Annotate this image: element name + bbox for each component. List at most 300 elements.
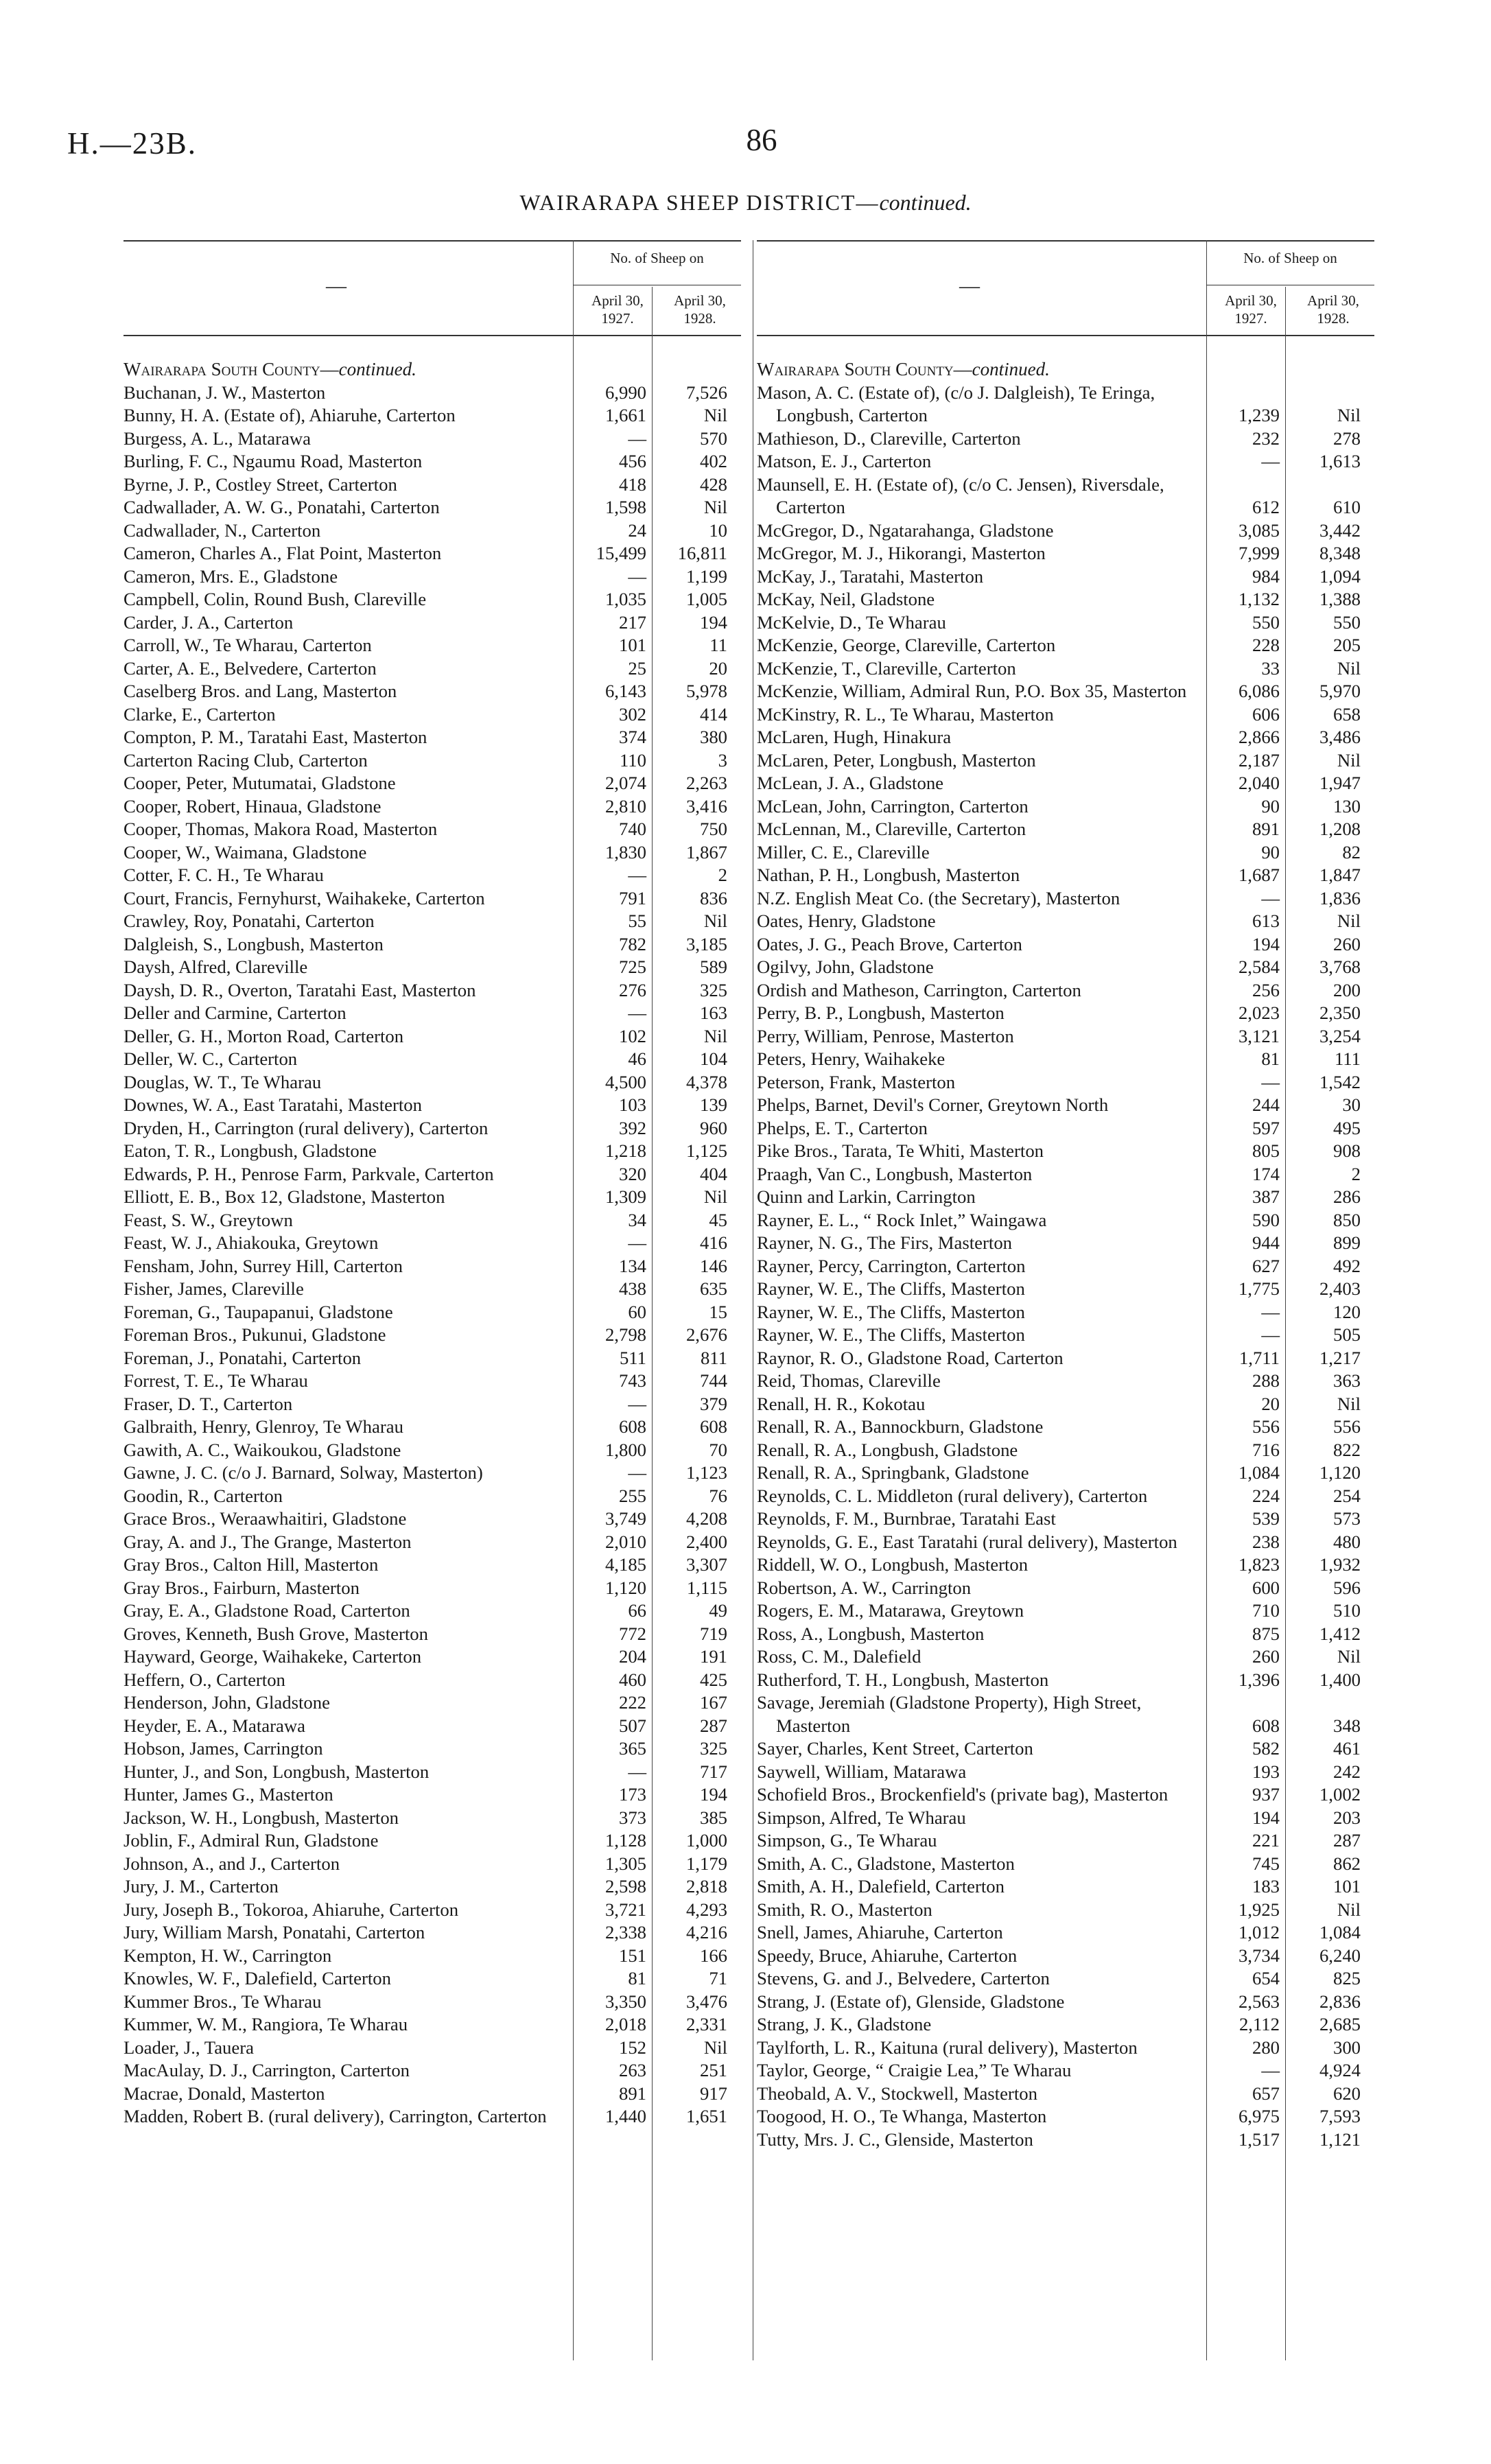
sheep-1927: 1,305: [604, 1853, 646, 1874]
sheep-1928: 1,084: [1319, 1922, 1361, 1943]
sheep-1928: 1,115: [686, 1577, 727, 1598]
document-code: H.—23B.: [67, 126, 198, 161]
sheep-1928: 205: [1332, 635, 1361, 655]
sheep-1927: 263: [618, 2060, 646, 2080]
sheep-1928: 425: [699, 1669, 727, 1690]
left-table: [124, 240, 741, 2360]
sheep-1928: Nil: [703, 497, 727, 517]
sheep-1928: 6,240: [1319, 1945, 1361, 1966]
table-row: [757, 2059, 1374, 2082]
table-row: [124, 910, 741, 933]
sheep-1928: 1,002: [1319, 1784, 1361, 1805]
owner-name: Maunsell, E. H. (Estate of), (c/o C. Jensen), Riversdale, Carterton: [757, 473, 1164, 517]
section-title: Wairarapa South County—: [757, 359, 972, 379]
owner-name: Feast, S. W., Greytown: [124, 1209, 293, 1230]
owner-name: Carroll, W., Te Wharau, Carterton: [124, 635, 372, 655]
table-row: [124, 450, 741, 473]
owner-name: Gray, A. and J., The Grange, Masterton: [124, 1531, 412, 1552]
sheep-1927: 4,185: [604, 1554, 646, 1575]
sheep-1927: 6,975: [1238, 2106, 1280, 2126]
owner-name: McKenzie, William, Admiral Run, P.O. Box 35, Masterton: [757, 681, 1187, 701]
table-row: [757, 726, 1374, 749]
sheep-1927: 1,084: [1238, 1462, 1280, 1483]
right-table-body: [757, 382, 1374, 2152]
sheep-1928: 2,331: [685, 2014, 727, 2034]
table-row: [757, 1439, 1374, 1462]
owner-name: Tutty, Mrs. J. C., Glenside, Masterton: [757, 2128, 1033, 2150]
sheep-1927: —: [628, 1393, 646, 1414]
sheep-1927: 255: [618, 1485, 646, 1506]
owner-name: McKenzie, George, Clareville, Carterton: [757, 635, 1056, 655]
sheep-1928: 2,350: [1319, 1002, 1361, 1023]
owner-name: Cameron, Charles A., Flat Point, Masterton: [124, 543, 442, 563]
sheep-1928: 3: [718, 749, 727, 771]
owner-name: Gray Bros., Fairburn, Masterton: [124, 1577, 360, 1598]
sheep-1927: 1,309: [604, 1186, 646, 1207]
sheep-1928: 16,811: [677, 543, 727, 563]
sheep-1928: 1,613: [1319, 451, 1361, 471]
table-row: [124, 1783, 741, 1807]
sheep-1928: 7,526: [685, 382, 727, 403]
sheep-1928: 5,978: [685, 681, 727, 701]
left-rows: [124, 358, 741, 2128]
owner-name: Kummer, W. M., Rangiora, Te Wharau: [124, 2014, 408, 2034]
sheep-1928: 286: [1332, 1186, 1361, 1207]
sheep-1927: 1,128: [604, 1830, 646, 1851]
sheep-1927: 256: [1252, 979, 1280, 1000]
table-row: [124, 1209, 741, 1232]
sheep-1927: 600: [1252, 1577, 1280, 1598]
table-row: [124, 404, 741, 427]
table-row: [124, 956, 741, 979]
owner-name: Hobson, James, Carrington: [124, 1738, 323, 1759]
table-row: [124, 1623, 741, 1646]
sheep-1927: —: [628, 1761, 646, 1782]
owner-name: Schofield Bros., Brockenfield's (private bag), Masterton: [757, 1784, 1169, 1805]
owner-name: Reid, Thomas, Clareville: [757, 1370, 941, 1391]
owner-name: Cooper, Peter, Mutumatai, Gladstone: [124, 773, 396, 793]
sheep-1928: 1,179: [685, 1853, 727, 1874]
owner-name: Reynolds, C. L. Middleton (rural delivery), Carterton: [757, 1485, 1148, 1506]
table-row: [124, 542, 741, 565]
sheep-1927: 891: [618, 2082, 646, 2104]
owner-name: Deller and Carmine, Carterton: [124, 1002, 347, 1023]
table-row: [124, 979, 741, 1002]
table-row: [124, 772, 741, 795]
owner-name: Phelps, E. T., Carterton: [757, 1117, 928, 1138]
sheep-1928: 2: [1351, 1163, 1361, 1184]
table-row: [124, 1048, 741, 1071]
sheep-1927: 288: [1252, 1370, 1280, 1391]
table-row: [124, 1140, 741, 1163]
sheep-1927: 2,798: [604, 1324, 646, 1345]
page-number: 86: [746, 123, 777, 157]
sheep-1927: 608: [1252, 1715, 1280, 1736]
sheep-1928: 2,676: [685, 1324, 727, 1345]
sheep-1928: 49: [709, 1600, 727, 1621]
table-row: [124, 496, 741, 519]
table-row: [124, 1553, 741, 1577]
sheep-1928: Nil: [1337, 657, 1361, 679]
sheep-1928: 850: [1332, 1209, 1361, 1230]
owner-name: McGregor, M. J., Hikorangi, Masterton: [757, 543, 1046, 563]
sheep-1927: 1,120: [604, 1577, 646, 1598]
owner-name: Reynolds, F. M., Burnbrae, Taratahi East: [757, 1508, 1056, 1529]
owner-name: Matson, E. J., Carterton: [757, 451, 932, 471]
table-row: [124, 2013, 741, 2037]
sheep-1927: 204: [618, 1646, 646, 1667]
sheep-1928: 8,348: [1319, 543, 1361, 563]
sheep-1927: —: [1261, 2060, 1280, 2080]
owner-name: Kempton, H. W., Carrington: [124, 1945, 332, 1966]
table-row: [757, 2013, 1374, 2037]
sheep-1928: Nil: [703, 2037, 727, 2058]
sheep-1927: 608: [618, 1416, 646, 1437]
sheep-1928: 635: [699, 1278, 727, 1299]
owner-name: Rogers, E. M., Matarawa, Greytown: [757, 1600, 1024, 1621]
owner-name: Robertson, A. W., Carrington: [757, 1577, 972, 1598]
owner-name: Madden, Robert B. (rural delivery), Carrington, Carterton: [124, 2106, 547, 2126]
table-row: [757, 611, 1374, 635]
sheep-1928: 404: [699, 1163, 727, 1184]
table-row: [124, 1967, 741, 1991]
sheep-1928: 822: [1332, 1439, 1361, 1460]
table-row: [757, 1507, 1374, 1531]
sheep-1927: 1,687: [1238, 865, 1280, 885]
sheep-1927: 944: [1252, 1232, 1280, 1253]
owner-name: Kummer Bros., Te Wharau: [124, 1991, 322, 2012]
sheep-1927: 320: [618, 1163, 646, 1184]
owner-name: Bunny, H. A. (Estate of), Ahiaruhe, Carterton: [124, 405, 456, 425]
owner-name: Gray, E. A., Gladstone Road, Carterton: [124, 1600, 410, 1621]
owner-name: Renall, H. R., Kokotau: [757, 1393, 926, 1414]
sheep-1927: 3,749: [604, 1508, 646, 1529]
sheep-1928: 744: [699, 1370, 727, 1391]
owner-name: Cadwallader, N., Carterton: [124, 519, 321, 541]
owner-name: Court, Francis, Fernyhurst, Waihakeke, Carterton: [124, 887, 485, 908]
sheep-1927: 875: [1252, 1623, 1280, 1644]
page-title-continued: continued.: [879, 190, 972, 215]
sheep-1928: 200: [1332, 979, 1361, 1000]
owner-name: Smith, A. C., Gladstone, Masterton: [757, 1853, 1015, 1874]
table-row: [124, 1577, 741, 1600]
sheep-1927: 3,721: [604, 1899, 646, 1920]
table-row: [757, 1991, 1374, 2014]
sheep-1928: 2,818: [685, 1876, 727, 1897]
sheep-1928: 620: [1332, 2082, 1361, 2104]
table-row: [124, 1599, 741, 1623]
sheep-1927: 460: [618, 1669, 646, 1690]
table-row: [757, 2082, 1374, 2106]
owner-name: Oates, Henry, Gladstone: [757, 911, 936, 931]
sheep-1928: 570: [699, 427, 727, 449]
table-row: [124, 1669, 741, 1692]
owner-name: Dalgleish, S., Longbush, Masterton: [124, 933, 384, 954]
sheep-count-header: No. of Sheep on: [1243, 250, 1337, 266]
table-row: [124, 1324, 741, 1347]
table-row: [757, 1071, 1374, 1094]
sheep-1928: 1,412: [1319, 1623, 1361, 1644]
sheep-1927: 511: [619, 1347, 646, 1368]
table-row: [124, 565, 741, 589]
table-row: [757, 1048, 1374, 1071]
sheep-1928: 1,542: [1319, 1071, 1361, 1092]
table-row: [757, 1761, 1374, 1784]
sheep-1927: 3,734: [1238, 1945, 1280, 1966]
sheep-1928: 194: [699, 1784, 727, 1805]
sheep-1927: 2,584: [1238, 957, 1280, 977]
header-rule: [124, 335, 741, 336]
sheep-1928: 596: [1332, 1577, 1361, 1598]
table-row: [757, 1737, 1374, 1761]
sheep-1927: 81: [1261, 1048, 1280, 1069]
sheep-1927: 710: [1252, 1600, 1280, 1621]
sheep-1927: 597: [1252, 1117, 1280, 1138]
owner-name: Clarke, E., Carterton: [124, 703, 276, 725]
table-row: [124, 1921, 741, 1945]
owner-name: Downes, W. A., East Taratahi, Masterton: [124, 1094, 422, 1115]
sheep-1927: 590: [1252, 1209, 1280, 1230]
owner-name: Daysh, Alfred, Clareville: [124, 957, 308, 977]
owner-name: Galbraith, Henry, Glenroy, Te Wharau: [124, 1416, 403, 1437]
sheep-1928: 70: [709, 1439, 727, 1460]
table-row: [757, 1278, 1374, 1301]
sheep-1927: 365: [618, 1738, 646, 1759]
owner-name: Forrest, T. E., Te Wharau: [124, 1370, 308, 1391]
sheep-1927: 791: [618, 887, 646, 908]
owner-name: Fraser, D. T., Carterton: [124, 1393, 293, 1414]
sheep-1927: 2,563: [1238, 1991, 1280, 2012]
owner-name: McKay, Neil, Gladstone: [757, 589, 935, 609]
owner-name: Cameron, Mrs. E., Gladstone: [124, 565, 338, 587]
sheep-1928: 82: [1342, 841, 1361, 863]
sheep-1927: 46: [628, 1048, 646, 1069]
table-row: [124, 680, 741, 703]
sheep-1928: 461: [1332, 1738, 1361, 1759]
sheep-1927: 103: [618, 1094, 646, 1115]
table-row: [757, 2037, 1374, 2060]
table-row: [757, 1347, 1374, 1370]
owner-name: Nathan, P. H., Longbush, Masterton: [757, 865, 1020, 885]
sheep-1928: 1,847: [1319, 865, 1361, 885]
sheep-1927: 3,121: [1238, 1025, 1280, 1046]
sheep-1927: 2,810: [604, 795, 646, 817]
table-row: [124, 887, 741, 911]
owner-name: Knowles, W. F., Dalefield, Carterton: [124, 1968, 391, 1988]
sheep-1927: 374: [618, 727, 646, 747]
sheep-1928: 1,121: [1319, 2128, 1361, 2150]
top-rule: [124, 240, 741, 242]
sheep-1927: 302: [618, 703, 646, 725]
sheep-1928: 45: [709, 1209, 727, 1230]
sheep-1928: 1,947: [1319, 773, 1361, 793]
sheep-1928: Nil: [1337, 749, 1361, 771]
table-row: [124, 2059, 741, 2082]
sheep-1927: 1,440: [604, 2106, 646, 2126]
owner-name: Campbell, Colin, Round Bush, Clareville: [124, 589, 427, 609]
table-row: [124, 1439, 741, 1462]
sheep-1928: 492: [1332, 1255, 1361, 1276]
sheep-1927: 556: [1252, 1416, 1280, 1437]
sheep-1927: 891: [1252, 819, 1280, 839]
sheep-1927: 456: [618, 451, 646, 471]
table-row: [124, 1347, 741, 1370]
sheep-1927: —: [1261, 1301, 1280, 1322]
sheep-1927: —: [628, 565, 646, 587]
owner-name: Heffern, O., Carterton: [124, 1669, 285, 1690]
sheep-1927: —: [628, 1232, 646, 1253]
table-row: [757, 2128, 1374, 2152]
owner-name: Heyder, E. A., Matarawa: [124, 1715, 305, 1736]
table-row: [757, 1553, 1374, 1577]
table-row: [757, 1025, 1374, 1048]
sheep-1927: 2,023: [1238, 1002, 1280, 1023]
col-1928-header: [659, 292, 741, 327]
owner-name: Gray Bros., Calton Hill, Masterton: [124, 1554, 379, 1575]
sheep-1927: 612: [1252, 497, 1280, 517]
sheep-1927: 1,012: [1238, 1922, 1280, 1943]
sheep-1927: 1,830: [604, 841, 646, 863]
right-rows: [757, 358, 1374, 2151]
owner-name: Hunter, James G., Masterton: [124, 1784, 333, 1805]
table-row: [757, 749, 1374, 773]
sheep-1928: 130: [1332, 795, 1361, 817]
section-continued: continued.: [338, 359, 416, 379]
sheep-1927: 2,074: [604, 773, 646, 793]
sheep-1927: —: [628, 1462, 646, 1483]
owner-name: Jury, J. M., Carterton: [124, 1876, 279, 1897]
owner-name: McKay, J., Taratahi, Masterton: [757, 565, 984, 587]
sheep-1928: 380: [699, 727, 727, 747]
sheep-1928: 414: [699, 703, 727, 725]
table-row: [757, 1807, 1374, 1830]
sheep-1928: 163: [699, 1002, 727, 1023]
col-1927-line2: 1927.: [1234, 310, 1267, 327]
table-row: [757, 1094, 1374, 1117]
sheep-1928: 608: [699, 1416, 727, 1437]
sheep-1927: 1,800: [604, 1439, 646, 1460]
sheep-1927: 1,239: [1238, 405, 1280, 425]
col-1927-line1: April 30,: [591, 292, 644, 309]
sheep-1928: 4,293: [685, 1899, 727, 1920]
table-row: [757, 910, 1374, 933]
table-row: [757, 795, 1374, 819]
sheep-1928: 278: [1332, 427, 1361, 449]
owner-name: Renall, R. A., Springbank, Gladstone: [757, 1462, 1029, 1483]
owner-name: Burling, F. C., Ngaumu Road, Masterton: [124, 451, 423, 471]
owner-name: Edwards, P. H., Penrose Farm, Parkvale, Carterton: [124, 1163, 494, 1184]
sheep-1928: 15: [709, 1301, 727, 1322]
table-row: [757, 1485, 1374, 1508]
sheep-1928: 750: [699, 819, 727, 839]
sheep-1927: 438: [618, 1278, 646, 1299]
sheep-1928: 71: [709, 1968, 727, 1988]
sheep-1928: 254: [1332, 1485, 1361, 1506]
table-row: [124, 611, 741, 635]
col-1928-line2: 1928.: [683, 310, 716, 327]
sheep-1928: 1,120: [1319, 1462, 1361, 1483]
owner-name: N.Z. English Meat Co. (the Secretary), Masterton: [757, 887, 1120, 908]
sheep-1928: 2: [718, 865, 727, 885]
sheep-1928: 194: [699, 611, 727, 633]
owner-name: Loader, J., Tauera: [124, 2037, 254, 2058]
table-row: [757, 1140, 1374, 1163]
sheep-1928: 862: [1332, 1853, 1361, 1874]
sheep-count-header: No. of Sheep on: [610, 250, 704, 266]
header-rule: [757, 335, 1374, 336]
sheep-1927: 6,086: [1238, 681, 1280, 701]
owner-name: Johnson, A., and J., Carterton: [124, 1853, 340, 1874]
sheep-1928: 10: [709, 519, 727, 541]
table-row: [757, 1186, 1374, 1209]
owner-name: McLean, J. A., Gladstone: [757, 773, 944, 793]
table-row: [757, 933, 1374, 957]
sheep-1928: 1,217: [1319, 1347, 1361, 1368]
table-row: [757, 703, 1374, 727]
owner-name: Simpson, Alfred, Te Wharau: [757, 1807, 966, 1828]
sheep-1928: 908: [1332, 1140, 1361, 1161]
sheep-1928: 5,970: [1319, 681, 1361, 701]
sheep-1928: 3,254: [1319, 1025, 1361, 1046]
sheep-1927: 1,218: [604, 1140, 646, 1161]
owner-name: Raynor, R. O., Gladstone Road, Carterton: [757, 1347, 1064, 1368]
table-row: [124, 1899, 741, 1922]
owner-name: Carder, J. A., Carterton: [124, 611, 294, 633]
owner-name: Buchanan, J. W., Masterton: [124, 382, 326, 403]
sheep-1928: 76: [709, 1485, 727, 1506]
owner-name: Cadwallader, A. W. G., Ponatahi, Carterton: [124, 497, 440, 517]
owner-name: Riddell, W. O., Longbush, Masterton: [757, 1554, 1029, 1575]
sheep-1928: 3,416: [685, 795, 727, 817]
owner-name: Fensham, John, Surrey Hill, Carterton: [124, 1255, 403, 1276]
sheep-1927: 1,396: [1238, 1669, 1280, 1690]
table-row: [757, 841, 1374, 865]
sheep-1928: Nil: [1337, 1899, 1361, 1920]
owner-name: Speedy, Bruce, Ahiaruhe, Carterton: [757, 1945, 1018, 1966]
table-row: [124, 1507, 741, 1531]
page-title: [0, 190, 1491, 215]
page-title-main: WAIRARAPA SHEEP DISTRICT—: [519, 190, 880, 215]
sheep-1927: 654: [1252, 1968, 1280, 1988]
sheep-1928: 1,094: [1319, 565, 1361, 587]
table-row: [124, 1094, 741, 1117]
sheep-1927: 716: [1252, 1439, 1280, 1460]
sheep-1928: Nil: [703, 1186, 727, 1207]
owner-name: Saywell, William, Matarawa: [757, 1761, 967, 1782]
table-row: [757, 1577, 1374, 1600]
sheep-1928: 4,378: [685, 1071, 727, 1092]
sheep-1928: 300: [1332, 2037, 1361, 2058]
sheep-1928: 348: [1332, 1715, 1361, 1736]
sheep-1928: 4,208: [685, 1508, 727, 1529]
owner-name: Douglas, W. T., Te Wharau: [124, 1071, 322, 1092]
owner-name: McLaren, Peter, Longbush, Masterton: [757, 749, 1036, 771]
table-row: [757, 1967, 1374, 1991]
owner-name: Simpson, G., Te Wharau: [757, 1830, 937, 1851]
owner-name: Fisher, James, Clareville: [124, 1278, 304, 1299]
owner-name: Taylforth, L. R., Kaituna (rural delivery), Masterton: [757, 2037, 1138, 2058]
table-row: [757, 1691, 1374, 1737]
sheep-1928: 825: [1332, 1968, 1361, 1988]
sheep-1927: 222: [618, 1692, 646, 1713]
sheep-1927: 101: [618, 635, 646, 655]
owner-name: Cooper, Thomas, Makora Road, Masterton: [124, 819, 438, 839]
owner-name: Jackson, W. H., Longbush, Masterton: [124, 1807, 399, 1828]
sheep-1928: 550: [1332, 611, 1361, 633]
sheep-1927: 232: [1252, 427, 1280, 449]
sheep-1927: —: [628, 427, 646, 449]
sheep-1928: 3,476: [685, 1991, 727, 2012]
